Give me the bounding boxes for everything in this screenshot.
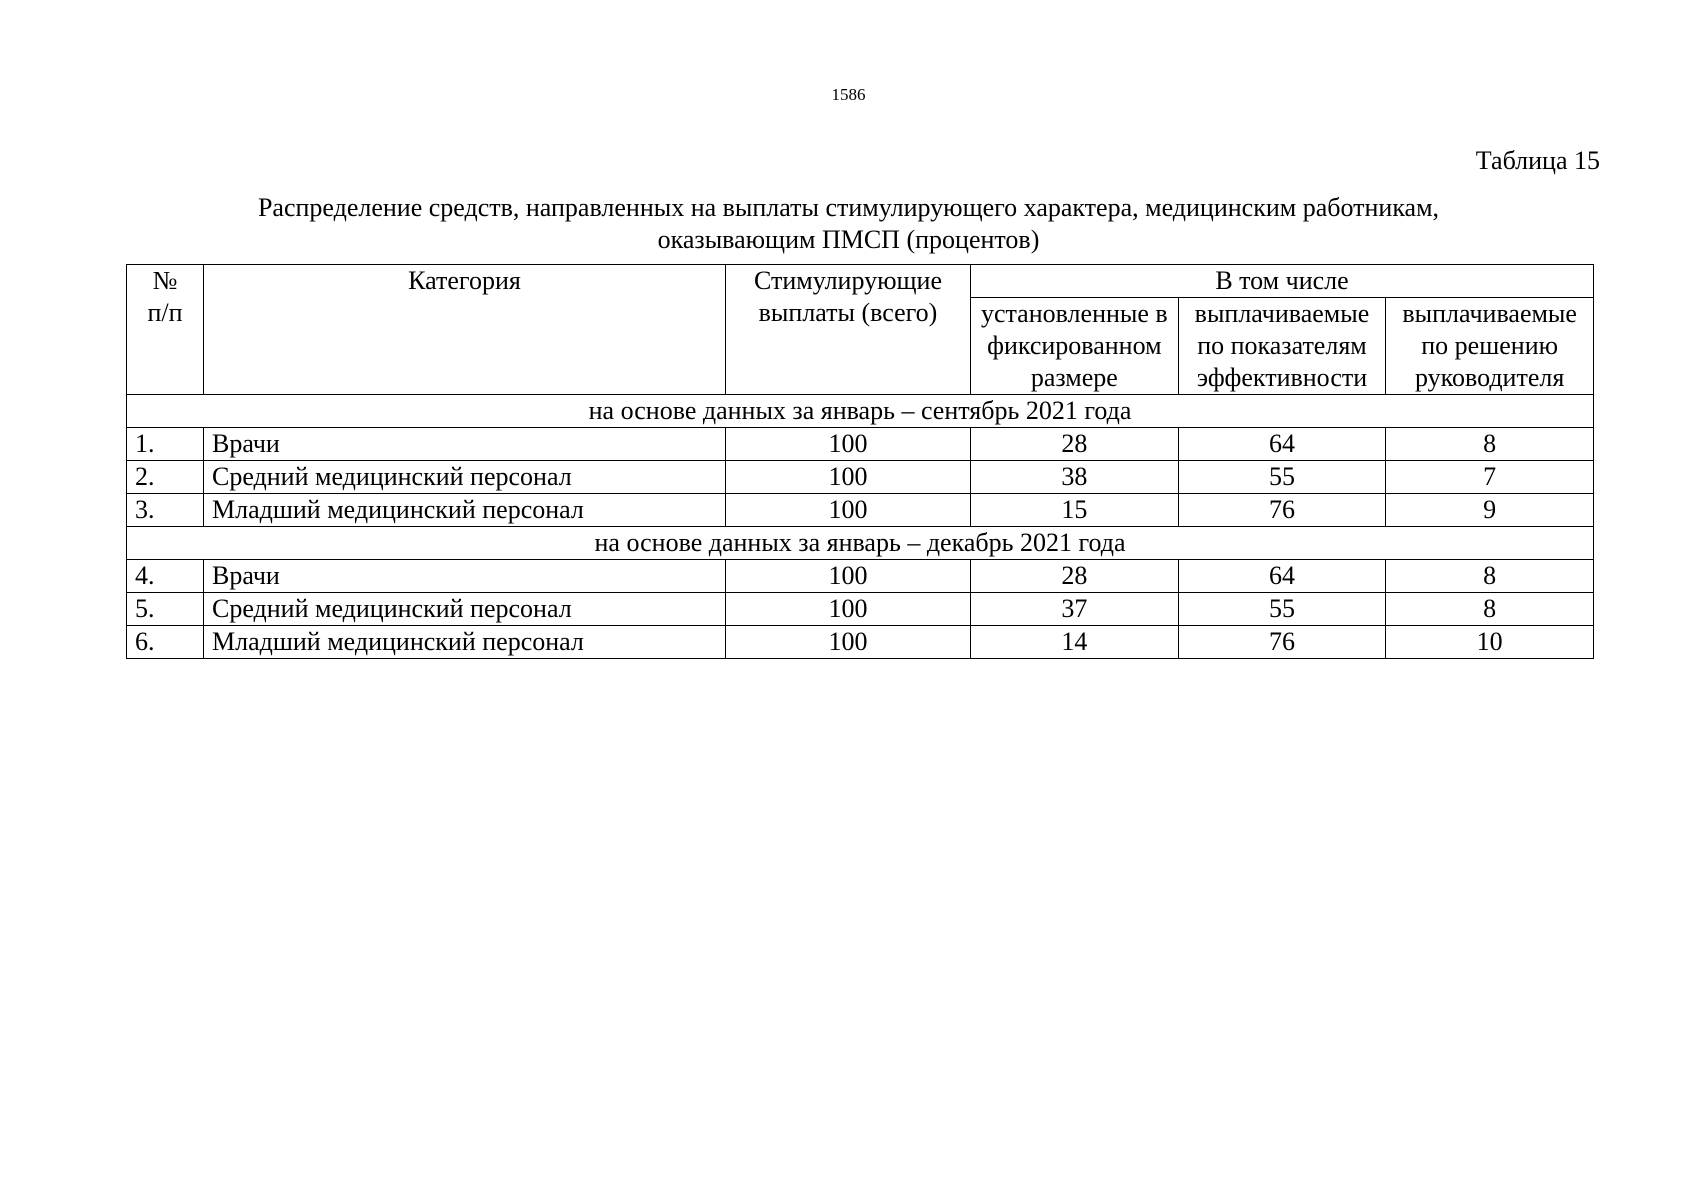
row-total: 100 [726,560,971,593]
row-num: 1. [127,428,204,461]
header-category: Категория [204,265,726,395]
header-fixed: установленные в фиксированном размере [971,298,1179,395]
header-row-top [127,265,1594,298]
table-row [127,494,1594,527]
section-title: на основе данных за январь – сентябрь 2021 года [127,395,1594,428]
data-table [126,264,1594,659]
table-title [0,192,1697,256]
section-row [127,395,1594,428]
row-efficiency: 76 [1178,626,1386,659]
row-total: 100 [726,593,971,626]
table-row [127,428,1594,461]
row-fixed: 38 [971,461,1179,494]
row-category: Младший медицинский персонал [204,626,726,659]
row-fixed: 15 [971,494,1179,527]
table-row [127,461,1594,494]
row-total: 100 [726,626,971,659]
header-manager: выплачиваемые по решению руководителя [1386,298,1594,395]
row-efficiency: 76 [1178,494,1386,527]
table-title-line-1: Распределение средств, направленных на выплаты стимулирующего характера, медицинским работникам, [257,193,1440,222]
row-category: Средний медицинский персонал [204,593,726,626]
row-category: Врачи [204,428,726,461]
table-row [127,560,1594,593]
row-fixed: 28 [971,428,1179,461]
table-title-line-2: оказывающим ПМСП (процентов) [657,225,1040,254]
table-label: Таблица 15 [1475,146,1600,175]
row-category: Младший медицинский персонал [204,494,726,527]
row-num: 5. [127,593,204,626]
row-total: 100 [726,461,971,494]
row-category: Средний медицинский персонал [204,461,726,494]
row-fixed: 37 [971,593,1179,626]
row-manager: 7 [1386,461,1594,494]
header-num: № п/п [127,265,204,395]
table-row [127,626,1594,659]
page-number: 1586 [831,85,866,104]
row-fixed: 28 [971,560,1179,593]
row-num: 3. [127,494,204,527]
row-fixed: 14 [971,626,1179,659]
row-num: 2. [127,461,204,494]
header-including: В том числе [971,265,1594,298]
row-manager: 8 [1386,560,1594,593]
section-title: на основе данных за январь – декабрь 2021 года [127,527,1594,560]
row-efficiency: 64 [1178,428,1386,461]
row-total: 100 [726,428,971,461]
row-manager: 8 [1386,593,1594,626]
row-efficiency: 64 [1178,560,1386,593]
header-efficiency: выплачиваемые по показателям эффективности [1178,298,1386,395]
row-total: 100 [726,494,971,527]
table-row [127,593,1594,626]
row-manager: 8 [1386,428,1594,461]
row-num: 6. [127,626,204,659]
row-category: Врачи [204,560,726,593]
row-manager: 10 [1386,626,1594,659]
row-manager: 9 [1386,494,1594,527]
header-total: Стимулирующие выплаты (всего) [726,265,971,395]
row-efficiency: 55 [1178,593,1386,626]
row-num: 4. [127,560,204,593]
section-row [127,527,1594,560]
row-efficiency: 55 [1178,461,1386,494]
